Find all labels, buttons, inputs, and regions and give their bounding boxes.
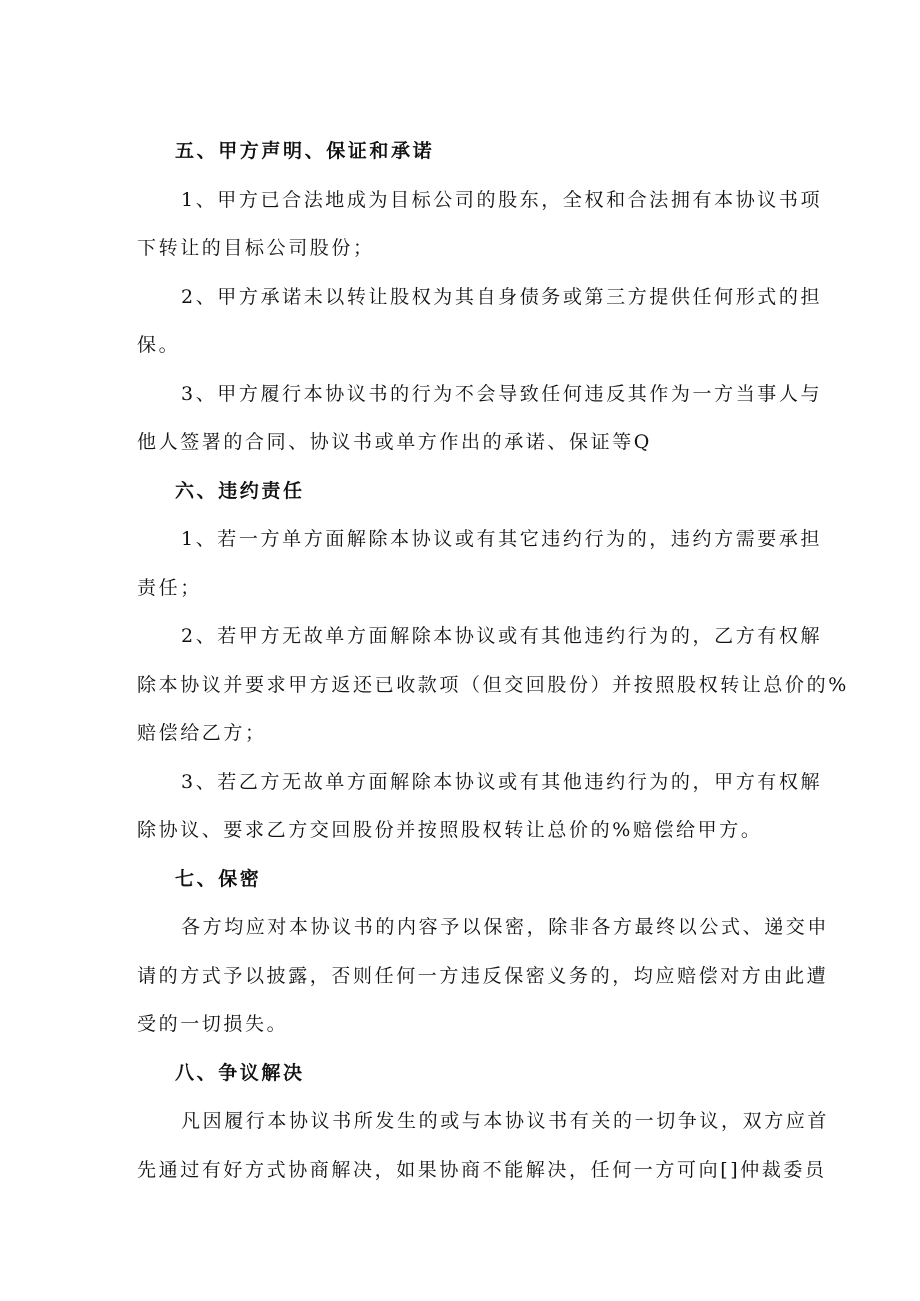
section-8-paragraph-1 <box>137 1097 830 1194</box>
section-8-heading: 八、争议解决 <box>175 1061 305 1084</box>
section-6-heading: 六、违约责任 <box>175 479 305 502</box>
paragraph-line: 赔偿给乙方； <box>137 722 267 744</box>
paragraph-line: 责任； <box>137 576 202 599</box>
document-body <box>137 127 849 1194</box>
paragraph-line: 除协议、要求乙方交回股份并按照股权转让总价的%赔偿给甲方。 <box>137 819 763 841</box>
paragraph-line: 1、若一方单方面解除本协议或有其它违约行为的，违约方需要承担 <box>181 528 823 550</box>
section-5-paragraph-1 <box>137 176 823 273</box>
paragraph-line: 除本协议并要求甲方返还已收款项（但交回股份）并按照股权转让总价的% <box>137 673 849 696</box>
paragraph-line: 下转让的目标公司股份； <box>137 237 375 259</box>
paragraph-line: 他人签署的合同、协议书或单方作出的承诺、保证等Q <box>137 431 652 453</box>
section-5-paragraph-3 <box>137 370 823 467</box>
paragraph-line: 保。 <box>137 334 181 356</box>
paragraph-line: 2、甲方承诺未以转让股权为其自身债务或第三方提供任何形式的担 <box>181 285 823 308</box>
section-6-paragraph-3 <box>137 758 823 855</box>
paragraph-line: 受的一切损失。 <box>137 1013 289 1035</box>
section-5-paragraph-2 <box>137 273 823 370</box>
section-6-paragraph-1 <box>137 515 823 612</box>
paragraph-line: 各方均应对本协议书的内容予以保密，除非各方最终以公式、递交申 <box>181 916 830 938</box>
paragraph-line: 3、若乙方无故单方面解除本协议或有其他违约行为的，甲方有权解 <box>181 770 823 793</box>
paragraph-line: 先通过有好方式协商解决，如果协商不能解决，任何一方可向[]仲裁委员 <box>137 1158 827 1181</box>
section-7-paragraph-1 <box>137 903 830 1049</box>
section-5-heading: 五、甲方声明、保证和承诺 <box>175 140 435 162</box>
paragraph-line: 1、甲方已合法地成为目标公司的股东，全权和合法拥有本协议书项 <box>181 188 823 211</box>
section-7-heading: 七、保密 <box>175 867 262 890</box>
paragraph-line: 3、甲方履行本协议书的行为不会导致任何违反其作为一方当事人与 <box>181 382 823 405</box>
paragraph-line: 请的方式予以披露，否则任何一方违反保密义务的，均应赔偿对方由此遭 <box>137 964 829 987</box>
paragraph-line: 2、若甲方无故单方面解除本协议或有其他违约行为的，乙方有权解 <box>181 625 823 647</box>
section-6-paragraph-2 <box>137 612 849 758</box>
paragraph-line: 凡因履行本协议书所发生的或与本协议书有关的一切争议，双方应首 <box>181 1110 830 1132</box>
